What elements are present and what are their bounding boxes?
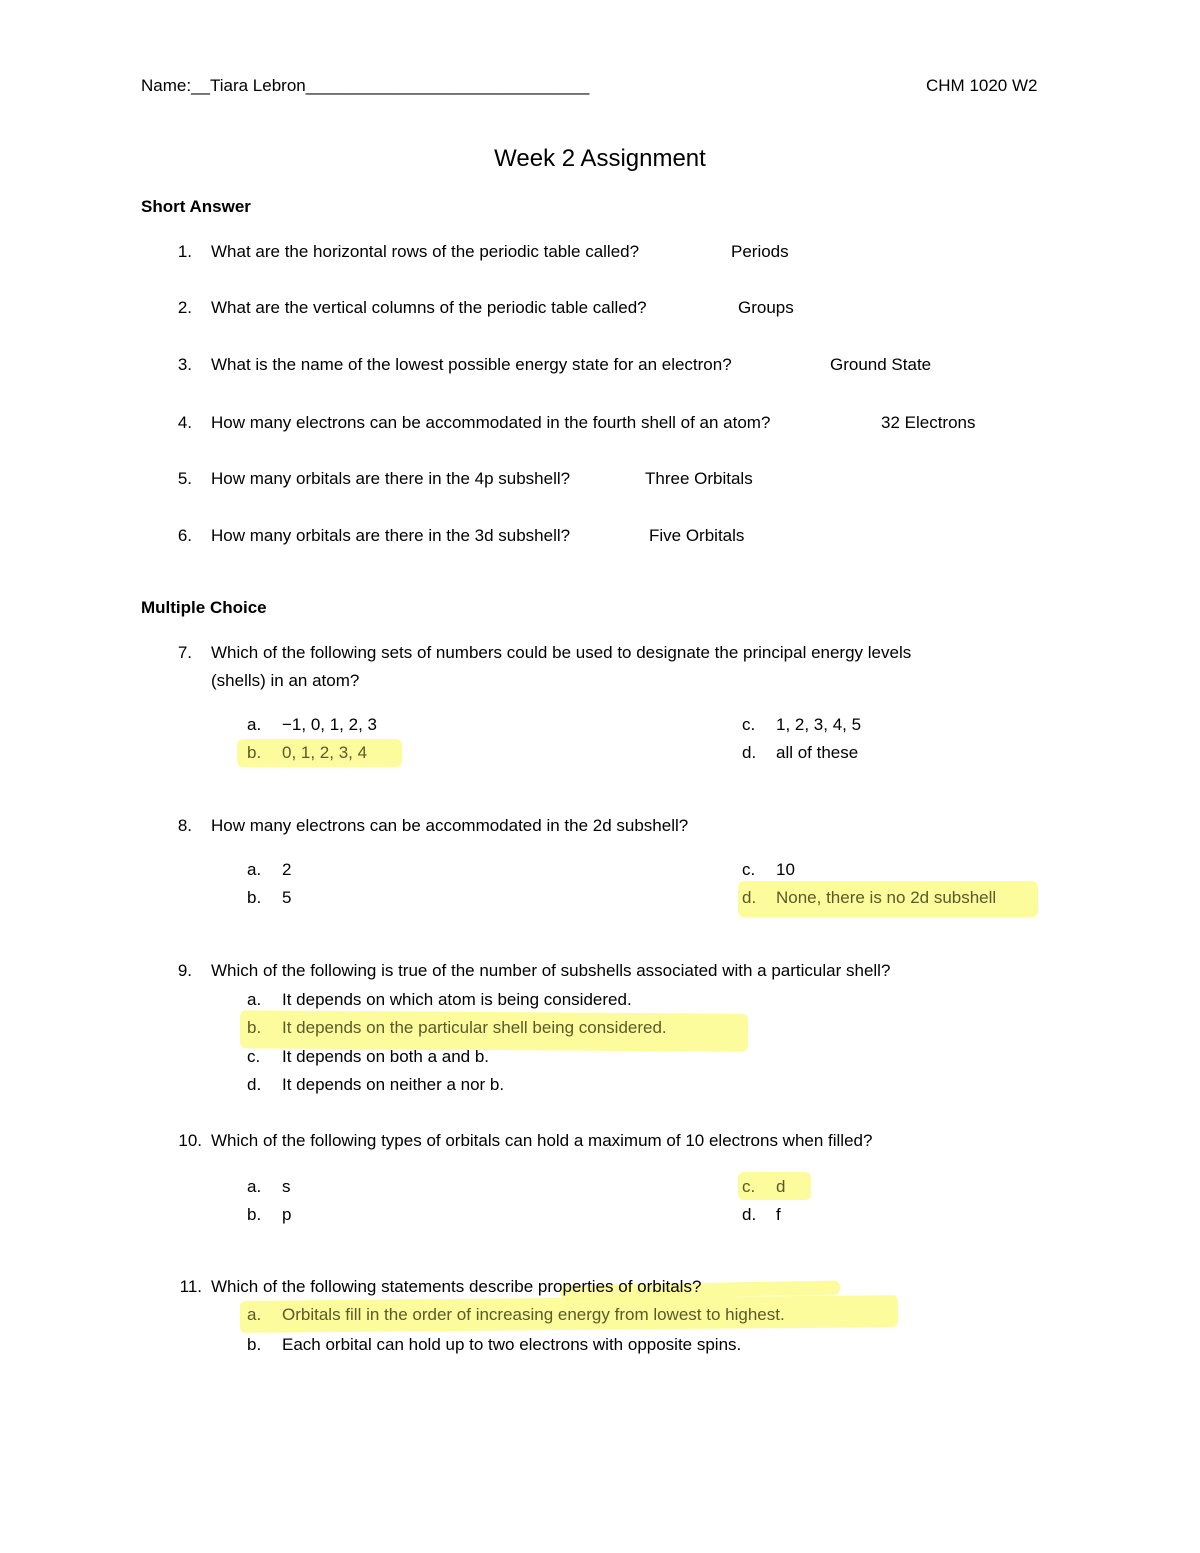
option-letter: b. [247, 888, 262, 907]
item-number: 5. [177, 469, 192, 488]
course-code: CHM 1020 W2 [926, 76, 1038, 95]
option-letter-selected: b. [247, 743, 262, 762]
option-letter: c. [742, 860, 756, 879]
option-text-selected: 0, 1, 2, 3, 4 [282, 743, 368, 762]
name-field: Name:__Tiara Lebron______________________________ [141, 76, 590, 95]
option-text: 10 [776, 860, 795, 879]
answer-text: Five Orbitals [649, 526, 745, 545]
option-letter: a. [247, 715, 262, 734]
multiple-choice-heading: Multiple Choice [141, 598, 267, 617]
answer-text: Groups [738, 298, 794, 317]
answer-text: Three Orbitals [645, 469, 753, 488]
item-number: 2. [177, 298, 192, 317]
option-text: It depends on neither a nor b. [282, 1075, 505, 1094]
question-text: What are the horizontal rows of the periodic table called? [211, 242, 640, 261]
option-letter-selected: a. [247, 1305, 262, 1324]
item-number: 7. [177, 643, 192, 662]
option-text: 2 [282, 860, 292, 879]
question-text: How many electrons can be accommodated in the fourth shell of an atom? [211, 413, 771, 432]
option-letter: a. [247, 1177, 262, 1196]
item-number: 11. [179, 1277, 202, 1296]
option-letter: b. [247, 1205, 262, 1224]
page-title: Week 2 Assignment [494, 145, 706, 172]
option-letter: a. [247, 860, 262, 879]
question-text-cont: (shells) in an atom? [211, 671, 360, 690]
option-text: Each orbital can hold up to two electrons with opposite spins. [282, 1335, 742, 1354]
item-number: 6. [177, 526, 192, 545]
option-text: p [282, 1205, 292, 1224]
item-number: 9. [177, 961, 192, 980]
option-letter-selected: d. [742, 888, 757, 907]
question-text: Which of the following sets of numbers could be used to designate the principal energy levels [211, 643, 912, 662]
option-letter: c. [247, 1047, 261, 1066]
option-letter: d. [247, 1075, 262, 1094]
item-number: 10. [178, 1131, 202, 1150]
option-text-selected: It depends on the particular shell being considered. [282, 1018, 667, 1037]
question-text: Which of the following is true of the number of subshells associated with a particular shell? [211, 961, 891, 980]
answer-text: 32 Electrons [881, 413, 976, 432]
item-number: 4. [177, 413, 192, 432]
option-text: s [282, 1177, 291, 1196]
question-text: How many orbitals are there in the 4p subshell? [211, 469, 571, 488]
answer-text: Ground State [830, 355, 932, 374]
option-text: It depends on both a and b. [282, 1047, 490, 1066]
question-text: How many electrons can be accommodated in the 2d subshell? [211, 816, 689, 835]
question-text: What are the vertical columns of the periodic table called? [211, 298, 647, 317]
option-text: 5 [282, 888, 292, 907]
option-text-selected: None, there is no 2d subshell [776, 888, 997, 907]
option-letter: b. [247, 1335, 262, 1354]
short-answer-heading: Short Answer [141, 197, 251, 216]
option-text: 1, 2, 3, 4, 5 [776, 715, 862, 734]
item-number: 8. [177, 816, 192, 835]
option-letter-selected: b. [247, 1018, 262, 1037]
question-text: Which of the following statements describe properties of orbitals? [211, 1277, 702, 1296]
answer-text: Periods [731, 242, 789, 261]
option-text: all of these [776, 743, 859, 762]
option-letter: a. [247, 990, 262, 1009]
option-letter: d. [742, 743, 757, 762]
option-text: It depends on which atom is being considered. [282, 990, 632, 1009]
option-letter: d. [742, 1205, 757, 1224]
item-number: 3. [177, 355, 192, 374]
option-text-selected: d [776, 1177, 786, 1196]
option-letter-selected: c. [742, 1177, 756, 1196]
question-text: What is the name of the lowest possible energy state for an electron? [211, 355, 732, 374]
option-text: f [776, 1205, 781, 1224]
item-number: 1. [177, 242, 192, 261]
question-text: Which of the following types of orbitals can hold a maximum of 10 electrons when filled? [211, 1131, 873, 1150]
option-letter: c. [742, 715, 756, 734]
option-text-selected: Orbitals fill in the order of increasing energy from lowest to highest. [282, 1305, 785, 1324]
question-text: How many orbitals are there in the 3d subshell? [211, 526, 571, 545]
option-text: −1, 0, 1, 2, 3 [282, 715, 377, 734]
